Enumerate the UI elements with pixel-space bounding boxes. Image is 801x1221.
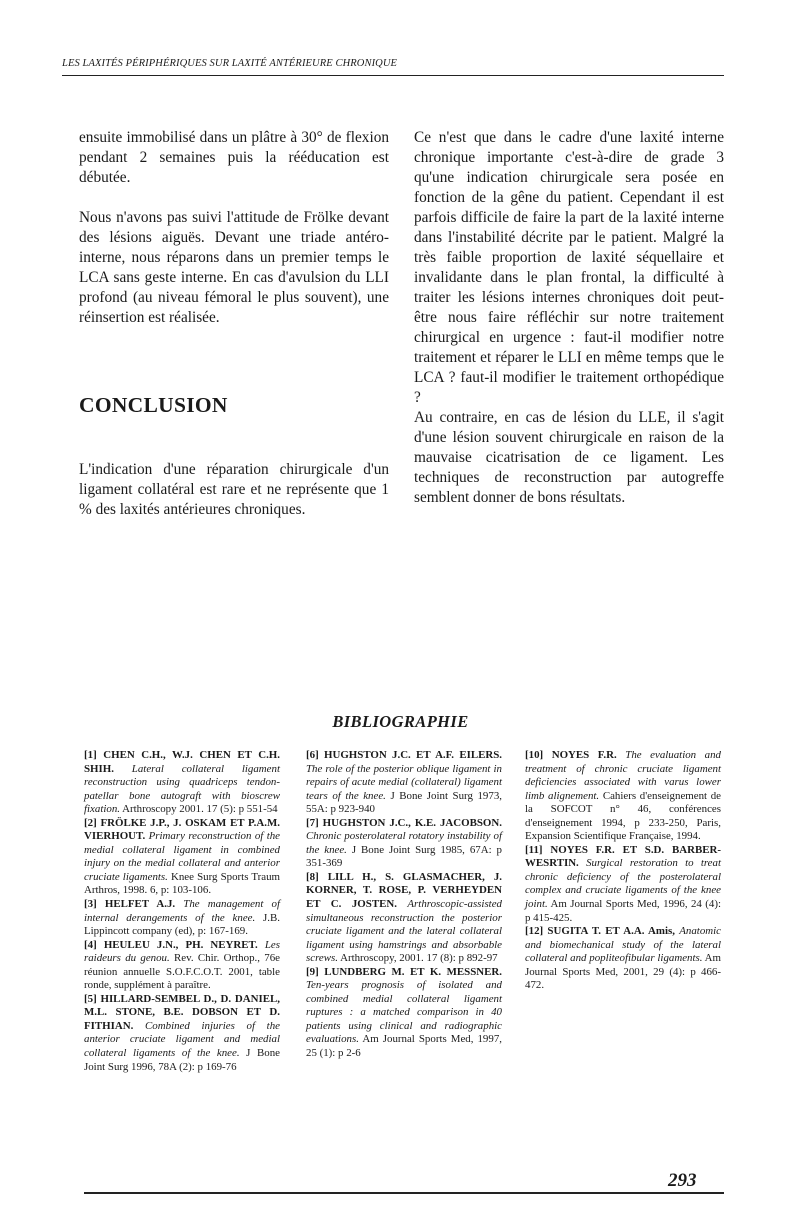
body-column-right [414, 128, 724, 508]
reference-item: [10] NOYES F.R. The evaluation and treatment of chronic cruciate ligament deficiencies associated with varus lower limb alignement. Cahiers d'enseignement de la SOFCOT n° 46, conférences d'enseignement 1994, p 233-250, Paris, Expansion Scientifique Française, 1994. [525, 749, 721, 843]
reference-item: [11] NOYES F.R. ET S.D. BARBER-WESRTIN. Surgical restoration to treat chronic deficiency of the posterolateral complex and cruciate ligaments of the knee joint. Am Journal Sports Med, 1996, 24 (4): p 415-425. [525, 843, 722, 924]
header-rule [62, 75, 724, 76]
reference-item: [9] LUNDBERG M. ET K. MESSNER. Ten-years prognosis of isolated and combined medial collateral ligament ruptures : a matched comparison in 40 patients using clinical and radiographic evaluations. Am Journal Sports Med, 1997, 25 (1): p 2-6 [306, 965, 503, 1060]
bibliography-title: BIBLIOGRAPHIE [332, 712, 469, 731]
body-column-left [79, 128, 389, 520]
body-paragraph: ensuite immobilisé dans un plâtre à 30° de flexion pendant 2 semaines puis la rééducation est débutée. [79, 129, 389, 186]
reference-item: [3] HELFET A.J. The management of internal derangements of the knee. J.B. Lippincott company (ed), p: 167-169. [84, 898, 280, 938]
body-paragraph: L'indication d'une réparation chirurgicale d'un ligament collatéral est rare et ne représente que 1 % des laxités antérieures chroniques. [79, 461, 389, 518]
footer-rule [84, 1192, 724, 1194]
reference-item: [2] FRÖLKE J.P., J. OSKAM ET P.A.M. VIERHOUT. Primary reconstruction of the medial collateral ligament in combined injury on the medial collateral and anterior cruciate ligaments. Knee Surg Sports Traum Arthros, 1998. 6, p: 103-106. [84, 816, 280, 897]
reference-item: [4] HEULEU J.N., PH. NEYRET. Les raideurs du genou. Rev. Chir. Orthop., 76e réunion annuelle S.O.F.C.O.T. 2001, table ronde, supplément à paraître. [84, 938, 280, 992]
body-paragraph: Ce n'est que dans le cadre d'une laxité interne chronique importante c'est-à-dire de grade 3 qu'une indication chirurgicale sera posée en fonction de la gêne du patient. Cependant il est parfois difficile de faire la part de la laxité interne dans l'instabilité décrite par le patient. Malgré la très faible proportion de laxité séquellaire et invalidante dans le plan frontal, la difficulté à traiter les lésions internes chroniques doit peut-être nous faire réfléchir sur notre traitement chirurgical en urgence : faut-il modifier notre traitement et réparer le LLI en même temps que le LCA ? faut-il modifier le traitement orthopédique ? [414, 129, 724, 406]
reference-item: [5] HILLARD-SEMBEL D., D. DANIEL, M.L. STONE, B.E. DOBSON ET D. FITHIAN. Combined injuries of the anterior cruciate ligament and medial collateral ligaments of the knee. J Bone Joint Surg 1996, 78A (2): p 169-76 [84, 992, 281, 1073]
body-paragraph: Nous n'avons pas suivi l'attitude de Frölke devant des lésions aiguës. Devant une triade antéro-interne, nous réparons dans un premier temps le LCA sans geste interne. En cas d'avulsion du LLI profond (au niveau fémoral le plus souvent), une réinsertion est réalisée. [79, 209, 389, 326]
body-paragraph: Au contraire, en cas de lésion du LLE, il s'agit d'une lésion souvent chirurgicale en raison de la mauvaise cicatrisation de ce ligament. Les techniques de reconstruction par autogreffe semblent donner de bons résultats. [414, 409, 724, 506]
bibliography-column-2 [306, 749, 502, 1061]
reference-item: [12] SUGITA T. ET A.A. Amis, Anatomic and biomechanical study of the lateral collateral and popliteofibular ligaments. Am Journal Sports Med, 2001, 29 (4): p 466-472. [525, 925, 722, 992]
bibliography-column-1 [84, 749, 280, 1074]
reference-item: [7] HUGHSTON J.C., K.E. JACOBSON. Chronic posterolateral rotatory instability of the knee. J Bone Joint Surg 1985, 67A: p 351-369 [306, 816, 502, 870]
running-header: LES LAXITÉS PÉRIPHÉRIQUES SUR LAXITÉ ANTÉRIEURE CHRONIQUE [62, 58, 398, 69]
page-number: 293 [668, 1170, 697, 1191]
reference-item: [1] CHEN C.H., W.J. CHEN ET C.H. SHIH. Lateral collateral ligament reconstruction using quadriceps tendon-patellar bone autograft with bioscrew fixation. Arthroscopy 2001. 17 (5): p 551-54 [84, 749, 280, 816]
reference-item: [8] LILL H., S. GLASMACHER, J. KORNER, T. ROSE, P. VERHEYDEN ET C. JOSTEN. Arthroscopic-assisted simultaneous reconstruction the posterior cruciate ligament and the lateral collateral ligament using hamstrings and absorbable screws. Arthroscopy, 2001. 17 (8): p 892-97 [306, 870, 503, 965]
reference-item: [6] HUGHSTON J.C. ET A.F. EILERS. The role of the posterior oblique ligament in repairs of acute medial (collateral) ligament tears of the knee. J Bone Joint Surg 1973, 55A: p 923-940 [306, 749, 502, 816]
bibliography-column-3 [525, 749, 721, 993]
section-heading-conclusion: CONCLUSION [79, 393, 228, 417]
